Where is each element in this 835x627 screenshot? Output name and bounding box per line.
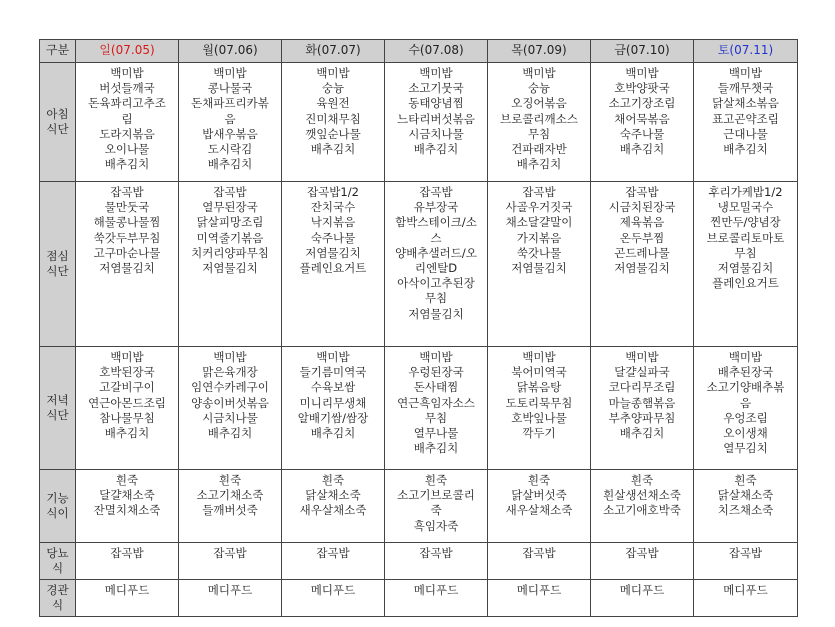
menu-item: 고구마순나물 xyxy=(93,245,161,260)
menu-item: 오징어볶음 xyxy=(511,96,567,111)
menu-item: 시금치나물 xyxy=(202,410,258,425)
menu-item-list xyxy=(282,543,384,561)
menu-item: 함박스테이크/소 xyxy=(395,215,477,230)
menu-item-list xyxy=(385,543,487,561)
menu-cell-tube-feeding-fri xyxy=(591,580,694,617)
menu-item: 닭볶음탕 xyxy=(516,380,562,395)
menu-item: 흰죽 xyxy=(321,473,345,487)
menu-item: 채어묵볶음 xyxy=(614,111,670,126)
menu-item: 음 xyxy=(739,395,752,410)
header-day-thu: 목(07.09) xyxy=(488,40,591,63)
menu-item: 아삭이고추된장 xyxy=(397,276,475,291)
menu-item: 임연수카레구이 xyxy=(191,380,269,395)
menu-item-list xyxy=(694,470,797,519)
menu-item: 들깨버섯죽 xyxy=(202,503,258,518)
header-row xyxy=(40,40,798,63)
menu-item-list xyxy=(488,470,590,519)
menu-item: 해물콩나물찜 xyxy=(93,215,161,230)
menu-item: 도라지볶음 xyxy=(99,126,155,141)
menu-item: 열무김치 xyxy=(723,441,768,456)
menu-item: 배추김치 xyxy=(619,142,665,157)
menu-item-list xyxy=(179,580,281,598)
row-label-line: 점심 xyxy=(46,248,69,263)
menu-cell-diabetic-diet-wed xyxy=(385,543,488,580)
menu-cell-breakfast-mon xyxy=(179,63,282,182)
menu-item: 진미채무침 xyxy=(305,111,361,126)
menu-item: 우엉조림 xyxy=(723,410,768,425)
menu-item: 음 xyxy=(224,111,236,126)
menu-cell-lunch-tue xyxy=(282,182,385,347)
menu-cell-tube-feeding-wed xyxy=(385,580,488,617)
menu-item: 메디푸드 xyxy=(104,583,150,597)
menu-item: 저염물김치 xyxy=(717,261,774,276)
menu-item: 닭살버섯죽 xyxy=(511,488,567,503)
menu-item-list xyxy=(385,580,487,598)
menu-item-list xyxy=(282,470,384,519)
menu-item: 흰살생선채소죽 xyxy=(603,488,681,503)
menu-item: 쑥갓나물 xyxy=(516,245,562,260)
menu-cell-functional-diet-wed xyxy=(385,470,488,543)
menu-item-list xyxy=(591,580,693,598)
menu-cell-lunch-sat xyxy=(694,182,798,347)
menu-item: 표고곤약조림 xyxy=(712,111,779,126)
menu-cell-diabetic-diet-mon xyxy=(179,543,282,580)
menu-item: 느타리버섯볶음 xyxy=(397,111,475,126)
menu-item: 돈육꽈리고추조 xyxy=(88,96,166,111)
menu-cell-lunch-thu xyxy=(488,182,591,347)
menu-item: 돈사태찜 xyxy=(413,380,459,395)
menu-item: 온두부찜 xyxy=(619,230,665,245)
menu-item: 백미밥 xyxy=(110,66,144,80)
menu-item: 브로콜리토마토 xyxy=(706,230,785,245)
menu-cell-dinner-mon xyxy=(179,347,282,470)
menu-item: 흰죽 xyxy=(734,473,757,487)
menu-item: 부추양파무침 xyxy=(608,410,676,425)
menu-item: 낙지볶음 xyxy=(310,215,356,230)
menu-item: 백미밥 xyxy=(213,66,247,80)
menu-item: 메디푸드 xyxy=(516,583,562,597)
row-label-line: 경관 xyxy=(46,582,69,597)
menu-item: 저염물김치 xyxy=(614,261,670,276)
menu-item: 소고기장조림 xyxy=(608,96,676,111)
menu-item-list xyxy=(488,63,590,172)
row-breakfast xyxy=(40,63,798,182)
menu-item: 배추김치 xyxy=(207,426,253,441)
menu-item-list xyxy=(76,580,178,598)
menu-item: 잡곡밥1/2 xyxy=(307,185,359,199)
menu-item: 달걀실파국 xyxy=(614,365,670,380)
menu-item: 메디푸드 xyxy=(619,583,665,597)
menu-item: 콩나물국 xyxy=(207,81,253,96)
menu-item: 달걀채소죽 xyxy=(99,488,155,503)
menu-item-list xyxy=(385,470,487,534)
menu-item: 림 xyxy=(121,111,133,126)
menu-cell-dinner-wed xyxy=(385,347,488,470)
menu-item: 배추김치 xyxy=(413,142,459,157)
menu-item: 오이생채 xyxy=(723,426,768,441)
menu-cell-breakfast-thu xyxy=(488,63,591,182)
menu-item: 들깨무챗국 xyxy=(717,81,774,96)
row-tube-feeding xyxy=(40,580,798,617)
menu-item: 깻잎순나물 xyxy=(305,126,361,141)
menu-item: 연근아몬드조림 xyxy=(88,395,166,410)
menu-item: 찐만두/양념장 xyxy=(710,215,781,230)
row-label-diabetic-diet xyxy=(40,543,76,580)
menu-item: 깍두기 xyxy=(522,426,556,441)
menu-item: 코다리무조림 xyxy=(608,380,676,395)
menu-item: 숭늉 xyxy=(321,81,345,96)
menu-item: 제육볶음 xyxy=(619,215,665,230)
menu-item: 배추된장국 xyxy=(717,365,774,380)
menu-item: 들기름미역국 xyxy=(299,365,367,380)
menu-item: 죽 xyxy=(430,503,442,518)
menu-item: 잡곡밥 xyxy=(213,185,247,199)
menu-item-list xyxy=(282,63,384,157)
menu-item: 오이나물 xyxy=(104,142,150,157)
menu-cell-breakfast-sun xyxy=(76,63,179,182)
menu-item-list xyxy=(385,347,487,456)
menu-item-list xyxy=(76,543,178,561)
menu-item: 배추김치 xyxy=(723,142,768,157)
menu-item-list xyxy=(282,182,384,276)
menu-item: 마늘종햄볶음 xyxy=(608,395,676,410)
menu-item: 소고기양배추볶 xyxy=(706,380,785,395)
row-label-line: 당뇨 xyxy=(46,545,69,560)
menu-cell-diabetic-diet-sat xyxy=(694,543,798,580)
menu-item-list xyxy=(76,347,178,441)
menu-cell-diabetic-diet-sun xyxy=(76,543,179,580)
row-label-breakfast xyxy=(40,63,76,182)
row-label-line: 식단 xyxy=(46,408,69,422)
menu-item-list xyxy=(694,347,797,456)
menu-item: 냉모밀국수 xyxy=(717,200,774,215)
menu-body xyxy=(40,63,798,617)
menu-item: 미역줄기볶음 xyxy=(196,230,264,245)
menu-item: 잡곡밥 xyxy=(213,546,247,560)
menu-item-list xyxy=(591,63,693,157)
menu-item: 후리가케밥1/2 xyxy=(708,185,783,199)
menu-item-list xyxy=(179,182,281,276)
menu-item: 배추김치 xyxy=(619,426,665,441)
menu-cell-diabetic-diet-tue xyxy=(282,543,385,580)
menu-item: 소고기채소죽 xyxy=(196,488,264,503)
header-day-fri: 금(07.10) xyxy=(591,40,694,63)
menu-item: 우렁된장국 xyxy=(408,365,464,380)
menu-item: 잡곡밥 xyxy=(419,185,453,199)
header-day-wed: 수(07.08) xyxy=(385,40,488,63)
menu-item-list xyxy=(591,470,693,519)
menu-item: 메디푸드 xyxy=(413,583,459,597)
menu-item: 도시락김 xyxy=(207,142,253,157)
menu-cell-tube-feeding-sat xyxy=(694,580,798,617)
row-label-line: 식이 xyxy=(46,506,69,520)
row-label-line: 저녁 xyxy=(46,392,69,407)
menu-item: 유부장국 xyxy=(413,200,459,215)
menu-item: 리엔탈D xyxy=(414,261,458,276)
menu-item: 백미밥 xyxy=(419,350,453,364)
menu-item: 건파래자반 xyxy=(511,142,567,157)
menu-item: 잡곡밥 xyxy=(110,185,144,199)
menu-item: 메디푸드 xyxy=(723,583,768,597)
row-diabetic-diet xyxy=(40,543,798,580)
menu-item: 잡곡밥 xyxy=(728,546,763,560)
menu-cell-lunch-wed xyxy=(385,182,488,347)
menu-item-list xyxy=(591,347,693,441)
menu-item: 무침 xyxy=(527,126,551,141)
menu-item: 흰죽 xyxy=(527,473,551,487)
menu-item-list xyxy=(591,182,693,276)
menu-item: 시금치된장국 xyxy=(608,200,676,215)
menu-item-list xyxy=(694,580,797,598)
menu-item: 저염물김치 xyxy=(408,306,464,321)
menu-item: 육원전 xyxy=(316,96,350,111)
menu-item: 잡곡밥 xyxy=(419,546,453,560)
menu-cell-functional-diet-sun xyxy=(76,470,179,543)
menu-item: 가지볶음 xyxy=(516,230,562,245)
menu-item: 스 xyxy=(430,230,442,245)
menu-item-list xyxy=(282,580,384,598)
menu-cell-breakfast-wed xyxy=(385,63,488,182)
menu-item-list xyxy=(385,63,487,157)
row-label-line: 아침 xyxy=(46,106,69,121)
menu-item: 밥새우볶음 xyxy=(202,126,258,141)
row-label-line: 식단 xyxy=(46,122,69,136)
menu-item: 브로콜리깨소스 xyxy=(500,111,578,126)
menu-item: 잡곡밥 xyxy=(522,185,556,199)
menu-item: 수육보쌈 xyxy=(310,380,356,395)
menu-item: 소고기브로콜리 xyxy=(397,488,475,503)
menu-item-list xyxy=(76,182,178,276)
header-day-sun: 일(07.05) xyxy=(76,40,179,63)
menu-item: 저염물김치 xyxy=(305,245,361,260)
menu-item: 배추김치 xyxy=(310,426,356,441)
menu-item: 잔치국수 xyxy=(310,200,356,215)
header-category: 구분 xyxy=(40,40,76,63)
menu-cell-tube-feeding-thu xyxy=(488,580,591,617)
menu-item-list xyxy=(488,182,590,276)
row-label-dinner xyxy=(40,347,76,470)
menu-cell-diabetic-diet-thu xyxy=(488,543,591,580)
menu-item: 곤드레나물 xyxy=(614,245,670,260)
menu-item: 무침 xyxy=(424,410,448,425)
menu-item: 잡곡밥 xyxy=(522,546,556,560)
menu-item: 열무나물 xyxy=(413,426,459,441)
menu-item: 배추김치 xyxy=(207,157,253,172)
row-label-tube-feeding xyxy=(40,580,76,617)
row-label-line: 기능 xyxy=(46,490,69,505)
menu-item: 백미밥 xyxy=(728,350,763,364)
row-label-line: 식 xyxy=(51,598,64,612)
menu-item: 소고기애호박죽 xyxy=(603,503,681,518)
menu-item: 흑임자죽 xyxy=(413,518,459,533)
menu-item: 저염물김치 xyxy=(99,261,155,276)
menu-item: 쑥갓두부무침 xyxy=(93,230,161,245)
menu-cell-tube-feeding-sun xyxy=(76,580,179,617)
menu-cell-diabetic-diet-fri xyxy=(591,543,694,580)
menu-item: 잡곡밥 xyxy=(625,546,659,560)
row-label-functional-diet xyxy=(40,470,76,543)
menu-cell-lunch-mon xyxy=(179,182,282,347)
menu-cell-functional-diet-fri xyxy=(591,470,694,543)
menu-item: 근대나물 xyxy=(723,126,768,141)
menu-item: 물만둣국 xyxy=(104,200,150,215)
menu-item: 백미밥 xyxy=(728,66,763,80)
menu-item-list xyxy=(591,543,693,561)
menu-item: 미니리무생채 xyxy=(299,395,367,410)
menu-cell-dinner-fri xyxy=(591,347,694,470)
menu-cell-dinner-sat xyxy=(694,347,798,470)
row-label-lunch xyxy=(40,182,76,347)
menu-item: 잡곡밥 xyxy=(625,185,659,199)
header-day-mon: 월(07.06) xyxy=(179,40,282,63)
menu-cell-dinner-tue xyxy=(282,347,385,470)
menu-item: 백미밥 xyxy=(625,350,659,364)
menu-item: 도토리묵무침 xyxy=(505,395,573,410)
menu-item: 플레인요거트 xyxy=(712,276,779,291)
menu-item: 잡곡밥 xyxy=(110,546,144,560)
menu-item: 무침 xyxy=(734,245,757,260)
menu-item: 양송이버섯볶음 xyxy=(191,395,269,410)
menu-cell-functional-diet-thu xyxy=(488,470,591,543)
menu-item: 닭살채소볶음 xyxy=(712,96,779,111)
menu-item-list xyxy=(385,182,487,322)
menu-item: 버섯들깨국 xyxy=(99,81,155,96)
menu-item: 연근흑임자소스 xyxy=(397,395,475,410)
menu-item: 닭살채소죽 xyxy=(305,488,361,503)
menu-item: 백미밥 xyxy=(213,350,247,364)
menu-item: 알배기쌈/쌈장 xyxy=(297,410,369,425)
menu-item: 무침 xyxy=(424,291,448,306)
menu-item: 치커리양파무침 xyxy=(191,245,269,260)
menu-item: 숭늉 xyxy=(527,81,551,96)
menu-cell-tube-feeding-mon xyxy=(179,580,282,617)
menu-item-list xyxy=(694,63,797,157)
menu-cell-breakfast-tue xyxy=(282,63,385,182)
menu-item-list xyxy=(694,543,797,561)
header-day-sat: 토(07.11) xyxy=(694,40,798,63)
menu-item: 돈채파프리카볶 xyxy=(191,96,269,111)
row-label-line: 식단 xyxy=(46,264,69,278)
menu-item: 흰죽 xyxy=(630,473,654,487)
weekly-menu-table xyxy=(39,39,798,617)
menu-item: 배추김치 xyxy=(516,157,562,172)
menu-item: 메디푸드 xyxy=(207,583,253,597)
menu-item: 백미밥 xyxy=(522,350,556,364)
menu-item-list xyxy=(488,347,590,441)
menu-item-list xyxy=(488,580,590,598)
menu-item-list xyxy=(76,63,178,172)
menu-item: 사골우거짓국 xyxy=(505,200,573,215)
menu-item: 백미밥 xyxy=(110,350,144,364)
menu-cell-lunch-sun xyxy=(76,182,179,347)
menu-cell-breakfast-fri xyxy=(591,63,694,182)
menu-item: 소고기뭇국 xyxy=(408,81,464,96)
menu-item: 백미밥 xyxy=(522,66,556,80)
menu-item-list xyxy=(179,543,281,561)
row-label-line: 식 xyxy=(51,561,64,575)
menu-item: 숙주나물 xyxy=(310,230,356,245)
menu-item: 잔멸치채소죽 xyxy=(93,503,161,518)
menu-item: 양배추샐러드/오 xyxy=(395,245,477,260)
menu-item-list xyxy=(694,182,797,291)
menu-item: 배추김치 xyxy=(310,142,356,157)
menu-item-list xyxy=(488,543,590,561)
row-functional-diet xyxy=(40,470,798,543)
menu-item: 저염물김치 xyxy=(202,261,258,276)
menu-cell-lunch-fri xyxy=(591,182,694,347)
row-dinner xyxy=(40,347,798,470)
menu-item: 닭살채소죽 xyxy=(717,488,774,503)
menu-cell-functional-diet-mon xyxy=(179,470,282,543)
menu-item: 동태양념찜 xyxy=(408,96,464,111)
menu-item: 고갈비구이 xyxy=(99,380,155,395)
menu-cell-tube-feeding-tue xyxy=(282,580,385,617)
menu-item: 숙주나물 xyxy=(619,126,665,141)
menu-item: 백미밥 xyxy=(316,350,350,364)
menu-item: 닭살피망조림 xyxy=(196,215,264,230)
menu-item: 흰죽 xyxy=(424,473,448,487)
menu-item: 호박잎나물 xyxy=(511,410,567,425)
menu-item: 참나물무침 xyxy=(99,410,155,425)
menu-item: 새우살채소죽 xyxy=(299,503,367,518)
menu-item-list xyxy=(76,470,178,519)
menu-cell-dinner-thu xyxy=(488,347,591,470)
menu-cell-dinner-sun xyxy=(76,347,179,470)
menu-item-list xyxy=(179,63,281,172)
menu-item: 플레인요거트 xyxy=(299,261,367,276)
menu-item: 치즈채소죽 xyxy=(717,503,774,518)
menu-item-list xyxy=(179,470,281,519)
header-day-tue: 화(07.07) xyxy=(282,40,385,63)
menu-item: 배추김치 xyxy=(104,157,150,172)
menu-item-list xyxy=(282,347,384,441)
menu-item: 흰죽 xyxy=(218,473,242,487)
menu-cell-functional-diet-sat xyxy=(694,470,798,543)
menu-item: 저염물김치 xyxy=(511,261,567,276)
menu-item: 백미밥 xyxy=(625,66,659,80)
menu-cell-breakfast-sat xyxy=(694,63,798,182)
menu-cell-functional-diet-tue xyxy=(282,470,385,543)
menu-item: 열무된장국 xyxy=(202,200,258,215)
menu-item: 백미밥 xyxy=(316,66,350,80)
menu-item: 메디푸드 xyxy=(310,583,356,597)
row-lunch xyxy=(40,182,798,347)
menu-item: 백미밥 xyxy=(419,66,453,80)
menu-item: 배추김치 xyxy=(104,426,150,441)
menu-item-list xyxy=(179,347,281,441)
menu-item: 북어미역국 xyxy=(511,365,567,380)
menu-item: 호박된장국 xyxy=(99,365,155,380)
menu-item: 흰죽 xyxy=(115,473,139,487)
menu-item: 배추김치 xyxy=(413,441,459,456)
menu-item: 잡곡밥 xyxy=(316,546,350,560)
menu-item: 호박양팟국 xyxy=(614,81,670,96)
menu-item: 새우살채소죽 xyxy=(505,503,573,518)
menu-item: 시금치나물 xyxy=(408,126,464,141)
menu-item: 맑은육개장 xyxy=(202,365,258,380)
menu-item: 채소달걀말이 xyxy=(505,215,573,230)
